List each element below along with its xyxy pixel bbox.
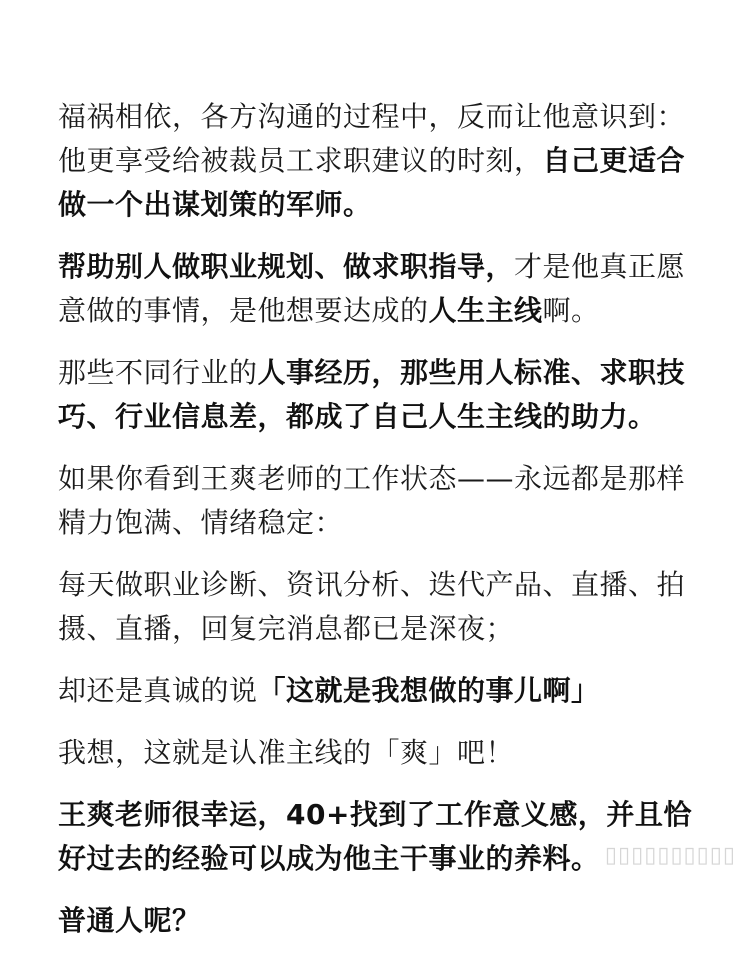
watermark: ▯▯▯▯▯▯▯▯▯▯	[604, 843, 736, 868]
text-segment: 啊。	[542, 294, 600, 327]
bold-segment: 帮助别人做职业规划、做求职指导，	[58, 250, 515, 283]
text-segment: 那些不同行业的	[58, 356, 258, 389]
paragraph-6	[58, 669, 708, 713]
paragraph-9	[58, 899, 708, 943]
paragraph-3	[58, 351, 708, 439]
bold-segment: 「这就是我想做的事儿啊」	[257, 674, 600, 707]
text-segment: 福祸相依，各方沟通的过程中，反而让他意识到：他更享受给被裁员工求职建议的时刻，	[58, 100, 686, 177]
text-segment: 却还是真诚的说	[58, 674, 258, 707]
paragraph-1	[58, 95, 708, 227]
paragraph-4	[58, 457, 708, 545]
text-segment: 才是他真正愿意做的事情，是他想要达成的	[58, 250, 686, 327]
bold-segment: 自己更适合做一个出谋划策的军师。	[58, 144, 686, 221]
bold-segment: 人事经历，那些用人标准、求职技巧、行业信息差，都成了自己人生主线的助力。	[58, 356, 686, 433]
text-segment: 如果你看到王爽老师的工作状态——永远都是那样精力饱满、情绪稳定：	[58, 462, 686, 539]
paragraph-5	[58, 563, 708, 651]
bold-segment: 王爽老师很幸运，40+找到了工作意义感，并且恰好过去的经验可以成为他主干事业的养料。	[58, 798, 692, 875]
text-segment: 我想，这就是认准主线的「爽」吧！	[58, 736, 515, 769]
bold-segment: 普通人呢？	[58, 904, 201, 937]
article-body	[58, 95, 708, 961]
paragraph-7	[58, 731, 708, 775]
text-segment: 每天做职业诊断、资讯分析、迭代产品、直播、拍摄、直播，回复完消息都已是深夜；	[58, 568, 686, 645]
bold-segment: 人生主线	[428, 294, 543, 327]
paragraph-2	[58, 245, 708, 333]
